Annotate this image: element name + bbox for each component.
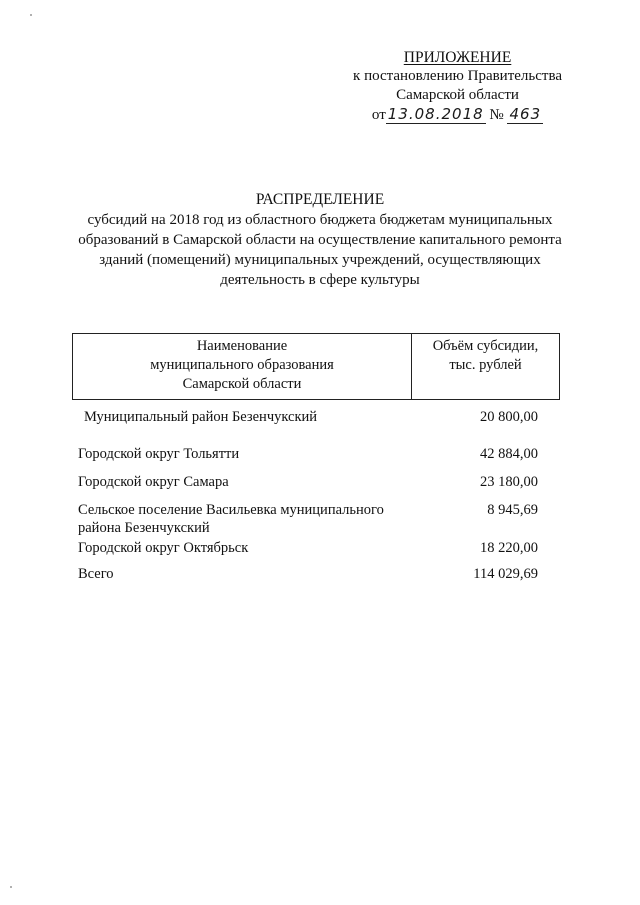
column-header-name <box>73 334 412 400</box>
total-amount: 114 029,69 <box>473 566 538 582</box>
document-heading <box>70 190 570 290</box>
scan-speck <box>10 886 12 888</box>
heading-title: РАСПРЕДЕЛЕНИЕ <box>255 191 385 208</box>
header-line: муниципального образования <box>150 357 334 373</box>
appendix-date-line <box>372 105 543 125</box>
distribution-table-header <box>72 333 560 400</box>
subsidy-amount: 20 800,00 <box>480 409 538 425</box>
scan-speck <box>30 14 32 16</box>
subsidy-amount: 42 884,00 <box>480 446 538 462</box>
heading-line: образований в Самарской области на осуществление капитального ремонта <box>78 232 562 248</box>
appendix-title: ПРИЛОЖЕНИЕ <box>403 49 512 66</box>
municipality-name: Сельское поселение Васильевка муниципального района Безенчукский <box>78 502 384 536</box>
total-label: Всего <box>78 566 114 582</box>
subsidy-amount: 18 220,00 <box>480 540 538 556</box>
heading-line: субсидий на 2018 год из областного бюджета бюджетам муниципальных <box>87 212 553 228</box>
heading-line: зданий (помещений) муниципальных учреждений, осуществляющих <box>99 252 541 268</box>
municipality-name: Городской округ Самара <box>78 474 229 490</box>
header-line: тыс. рублей <box>449 357 522 373</box>
handwritten-date: 13.08.2018 <box>387 105 484 123</box>
subsidy-amount: 23 180,00 <box>480 474 538 490</box>
date-prefix: от <box>371 107 386 123</box>
heading-line: деятельность в сфере культуры <box>220 272 420 288</box>
municipality-name: Муниципальный район Безенчукский <box>84 409 318 425</box>
municipality-name: Городской округ Октябрьск <box>78 540 249 556</box>
municipality-name: Городской округ Тольятти <box>78 446 240 462</box>
column-header-amount <box>412 334 560 400</box>
appendix-line: к постановлению Правительства <box>353 68 562 84</box>
header-line: Наименование <box>196 338 288 354</box>
appendix-line: Самарской области <box>396 87 519 103</box>
header-line: Самарской области <box>182 376 302 392</box>
appendix-block <box>353 48 562 125</box>
subsidy-amount: 8 945,69 <box>487 502 538 518</box>
number-sign: № <box>489 107 504 123</box>
header-line: Объём субсидии, <box>432 338 539 354</box>
handwritten-number: 463 <box>509 105 542 123</box>
